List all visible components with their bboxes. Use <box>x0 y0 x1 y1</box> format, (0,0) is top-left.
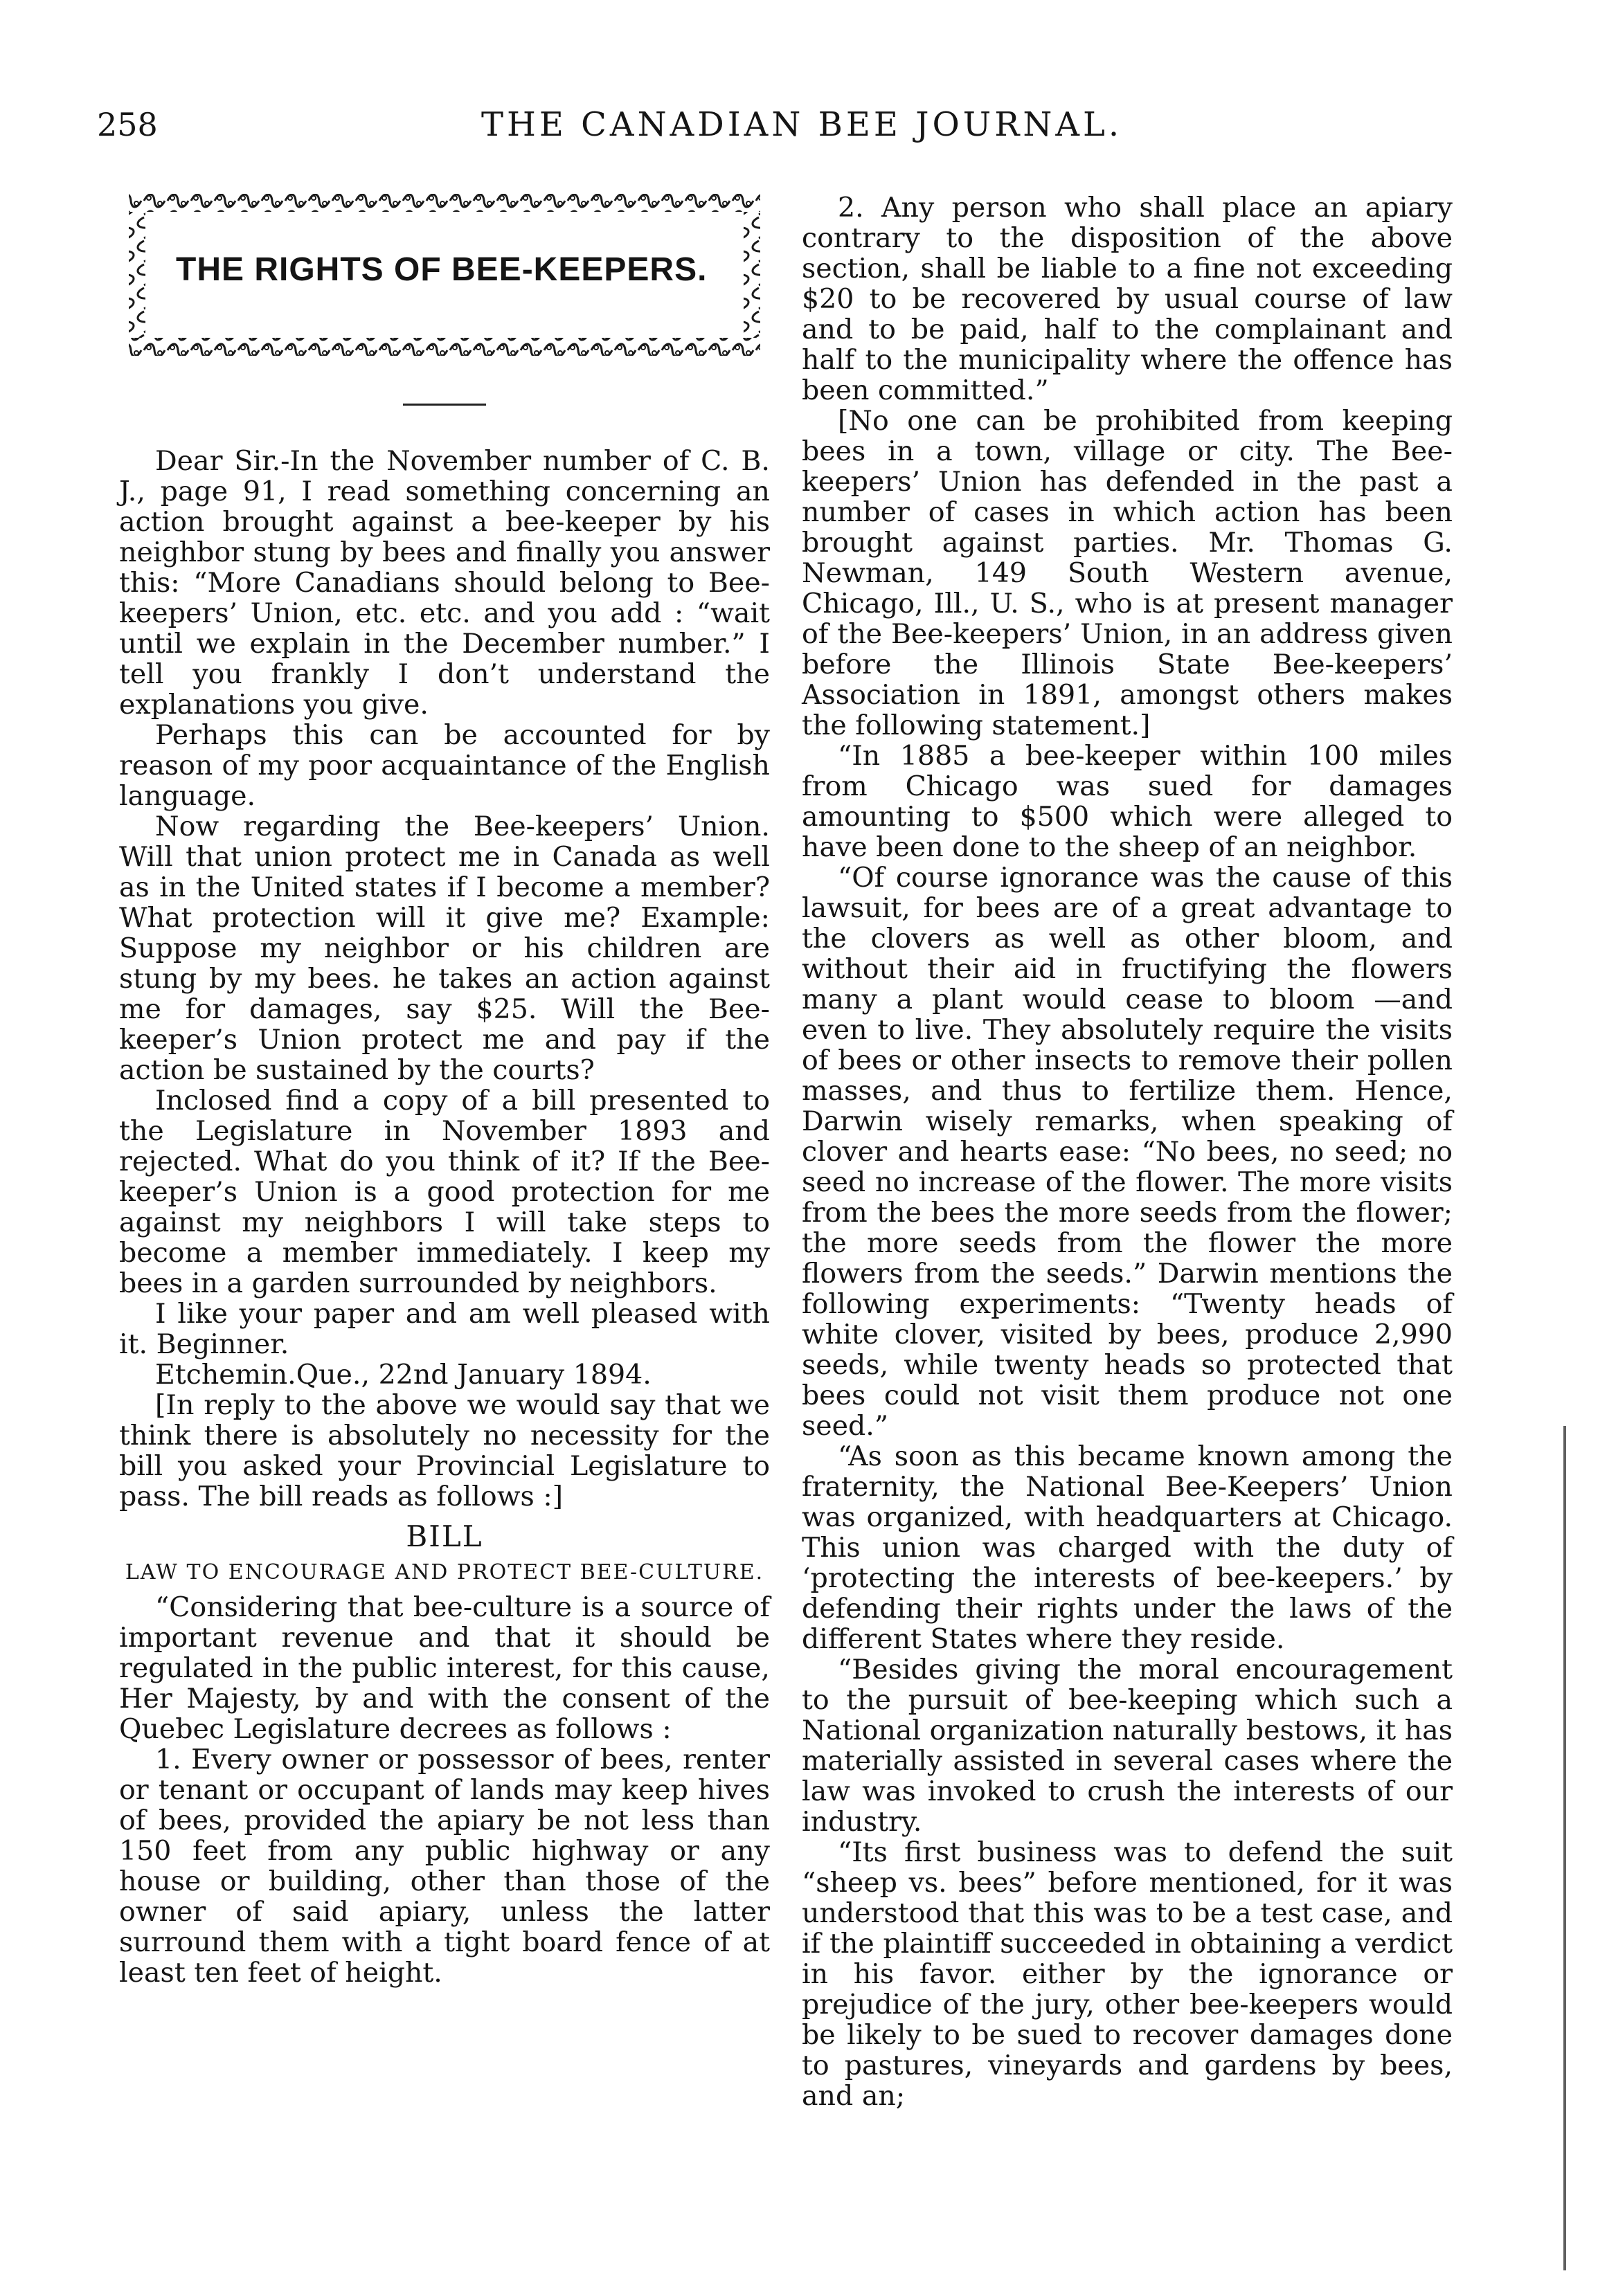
scan-edge-mark <box>1563 1426 1573 2270</box>
title-separator-rule <box>403 404 486 406</box>
page-header <box>97 104 1468 152</box>
editorial-paragraph: “Its first business was to defend the suit “sheep vs. bees” before mentioned, for it was understood that this was to be a test case, and if the plaintiff succeeded in obtaining a verdict in his favor. either by the ignorance or prejudice of the jury, other bee-keepers would be likely to be sued to recover damages done to pastures, vineyards and gardens by bees, and an; <box>802 1836 1453 2112</box>
letter-signature: Beginner. <box>156 1328 289 1360</box>
editorial-paragraph: “Of course ignorance was the cause of this lawsuit, for bees are of a great advantage to the clovers as well as other bloom, and without their aid in fructifying the flowers many a plant would cease to bloom —and even to live. They absolutely require the visits of bees or other insects to remove their pollen masses, and thus to fertilize them. Hence, Darwin wisely remarks, when speaking of clover and hearts ease: “No bees, no seed; no seed no increase of the flower. The more visits from the bees the more seeds from the flower; the more seeds from the flower the more flowers from the seeds.” Darwin mentions the following experiments: “Twenty heads of white clover, visited by bees, produce 2,990 seeds, while twenty heads so protected that bees could not visit them produce not one seed.” <box>802 862 1453 1442</box>
editor-reply-intro: [In reply to the above we would say that we think there is absolutely no necessity for the bill you asked your Provincial Legislature to pass. The bill reads as follows :] <box>119 1389 770 1512</box>
right-column <box>802 192 1453 2111</box>
running-title: THE CANADIAN BEE JOURNAL. <box>481 105 1123 144</box>
editorial-paragraph: “As soon as this became known among the fraternity, the National Bee-Keepers’ Union was organized, with headquarters at Chicago. This union was charged with the duty of ‘protecting the interests of bee-keepers.’ by defending their rights under the laws of the different States where they reside. <box>802 1440 1453 1655</box>
letter-dateline: Etchemin.Que., 22nd January 1894. <box>155 1359 652 1391</box>
letter-paragraph: Inclosed find a copy of a bill presented to the Legislature in November 1893 and rejected. What do you think of it? If the Bee-keeper’s Union is a good protection for me against my neighbors I will take steps to become a member immediately. I keep my bees in a garden surrounded by neighbors. <box>119 1085 770 1299</box>
bill-paragraph: 1. Every owner or possessor of bees, renter or tenant or occupant of lands may keep hives of bees, provided the apiary be not less than 150 feet from any public highway or any house or building, other than those of the owner of said apiary, unless the latter surround them with a tight board fence of at least ten feet of height. <box>119 1744 770 1989</box>
bill-paragraph: “Considering that bee-culture is a source of important revenue and that it should be regulated in the public interest, for this cause, Her Majesty, by and with the consent of the Quebec Legislature decrees as follows : <box>119 1591 770 1745</box>
page-number: 258 <box>97 106 158 143</box>
bill-subheading: LAW TO ENCOURAGE AND PROTECT BEE-CULTURE. <box>125 1560 764 1584</box>
left-column <box>119 192 770 1988</box>
bill-paragraph: 2. Any person who shall place an apiary contrary to the disposition of the above section, shall be liable to a fine not exceeding $20 to be recovered by usual course of law and to be paid, half to the complainant and half to the municipality where the offence has been committed.” <box>802 192 1453 406</box>
letter-closing-text: I like your paper and am well pleased with it. <box>119 1298 770 1360</box>
letter-paragraph: Now regarding the Bee-keepers’ Union. Will that union protect me in Canada as well as in the United states if I become a member? What protection will it give me? Example: Suppose my neighbor or his children are stung by my bees. he takes an action against me for damages, say $25. Will the Bee-keeper’s Union protect me and pay if the action be sustained by the courts? <box>119 811 770 1086</box>
editorial-paragraph: “Besides giving the moral encouragement to the pursuit of bee-keeping which such a National organization naturally bestows, it has materially assisted in several cases where the law was invoked to crush the interests of our industry. <box>802 1654 1453 1838</box>
editorial-paragraph: [No one can be prohibited from keeping bees in a town, village or city. The Bee-keepers’ Union has defended in the past a number of cases in which action has been brought against parties. Mr. Thomas G. Newman, 149 South Western avenue, Chicago, Ill., U. S., who is at present manager of the Bee-keepers’ Union, in an address given before the Illinois State Bee-keepers’ Association in 1891, amongst others makes the following statement.] <box>802 405 1453 741</box>
article-title-banner <box>119 192 770 369</box>
letter-paragraph: Perhaps this can be accounted for by reason of my poor acquaintance of the English language. <box>119 719 770 812</box>
letter-paragraph: Dear Sir.-In the November number of C. B. J., page 91, I read something concerning an action brought against a bee-keeper by his neighbor stung by bees and finally you answer this: “More Canadians should belong to Bee-keepers’ Union, etc. etc. and you add : “wait until we explain in the December number.” I tell you frankly I don’t understand the explanations you give. <box>119 445 770 721</box>
article-title: THE RIGHTS OF BEE-KEEPERS. <box>176 251 708 288</box>
letter-closing-paragraph <box>119 1299 770 1359</box>
bill-heading: BILL <box>406 1519 483 1553</box>
editorial-paragraph: “In 1885 a bee-keeper within 100 miles from Chicago was sued for damages amounting to $500 which were alleged to have been done to the sheep of an neighbor. <box>802 740 1453 863</box>
